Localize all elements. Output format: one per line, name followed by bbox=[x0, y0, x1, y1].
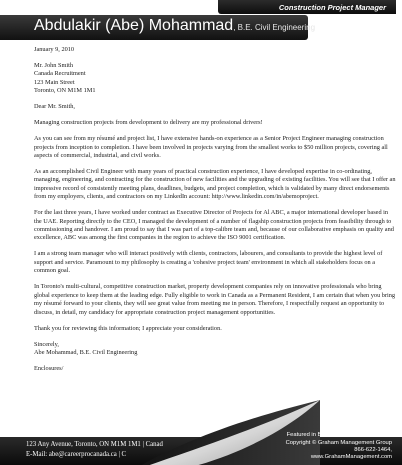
page-number: Page 1 of 1 bbox=[362, 425, 392, 431]
copyright: Copyright © Graham Management Group bbox=[285, 439, 392, 446]
applicant-credential: , B.E. Civil Engineering bbox=[233, 23, 316, 32]
footer-address: 123 Any Avenue, Toronto, ON M1M 1M1 | Canad bbox=[26, 441, 163, 448]
footer-email: E-Mail: abe@careerprocanada.ca | C bbox=[26, 451, 127, 458]
applicant-name-line bbox=[34, 17, 315, 35]
body-paragraph: I am a strong team manager who will interact positively with clients, contractors, labourers, and consultants to provide the highest level of support and service. Paramount to my philosophy is creating a 'cohesive project team' environment in which all stakeholders focus on a common goal. bbox=[34, 250, 383, 275]
letter-body bbox=[34, 46, 396, 381]
body-paragraph: Thank you for reviewing this information; I appreciate your consideration. bbox=[34, 324, 222, 332]
sign-off bbox=[34, 341, 396, 358]
body-paragraph: Managing construction projects from development to delivery are my professional drivers! bbox=[34, 119, 263, 127]
applicant-name: Abdulakir (Abe) Mohammad bbox=[34, 17, 234, 34]
footer-credits bbox=[274, 425, 392, 461]
closing: Sincerely, bbox=[34, 340, 59, 348]
recipient-line: Mr. John Smith bbox=[34, 62, 74, 69]
recipient-line: Toronto, ON M1M 1M1 bbox=[34, 87, 96, 95]
recipient-address bbox=[34, 62, 396, 96]
name-header-bar bbox=[0, 15, 316, 40]
publisher-contact: 866-622-1464, www.GrahamManagement.com bbox=[310, 446, 392, 461]
recipient-line: 123 Main Street bbox=[34, 78, 75, 86]
body-paragraph: As you can see from my résumé and project list, I have extensive hands-on experience as a Senior Project Engineer managing construction projects from inception to completion. I have been involved in projects varying from the smallest works to $50 million projects, covering all aspects of commercial, industrial, and civil works. bbox=[34, 135, 388, 160]
job-title: Construction Project Manager bbox=[278, 3, 386, 12]
salutation: Dear Mr. Smith, bbox=[34, 103, 75, 111]
body-paragraph: As an accomplished Civil Engineer with many years of practical construction experience, I have developed expertise in co-ordinating, managing, engineering, and contracting for the construction of new facilities and the upgrading of existing facilities. You will see that I offer an impressive record of consistently meeting plans, deadlines, budgets, and project completion, which is validated by many direct endorsements from my employers, clients, and contractors on my LinkedIn account: http://www.linkedin.com/in/abemoproject. bbox=[34, 168, 396, 201]
recipient-line: Canada Recruitment bbox=[34, 70, 86, 78]
body-paragraph: In Toronto's multi-cultural, competitive construction market, property development companies rely on innovative professionals who bring global experience to keep them at the leading edge. Fully eligible to work in Canada as a Permanent Resident, I am certain that when you bring my résumé forward to your clients, they will see great value from meeting me in person. Therefore, I respectfully request an opportunity to discuss, in detail, my candidacy for appropriate construction project management opportunities. bbox=[34, 283, 396, 316]
letter-date: January 9, 2010 bbox=[34, 46, 75, 53]
job-title-banner bbox=[218, 0, 396, 14]
enclosures-note: Enclosures/ bbox=[34, 364, 64, 372]
signature: Abe Mohammad, B.E. Civil Engineering bbox=[34, 348, 138, 356]
featured-note: Featured in Best Canadian Cover Letters bbox=[286, 432, 392, 439]
body-paragraph: For the last three years, I have worked under contract as Executive Director of Projects for Al ABC, a major international developer based in the UAE. Reporting directly to the CEO, I managed the development of a number of flagship construction projects from feasibility through to commissioning and handover. I am proud to say that I was part of a top-calibre team and, because of our collaborative emphasis on quality and excellence, ABC was among the first companies in the region to achieve the ISO 9001 certification. bbox=[34, 209, 394, 242]
